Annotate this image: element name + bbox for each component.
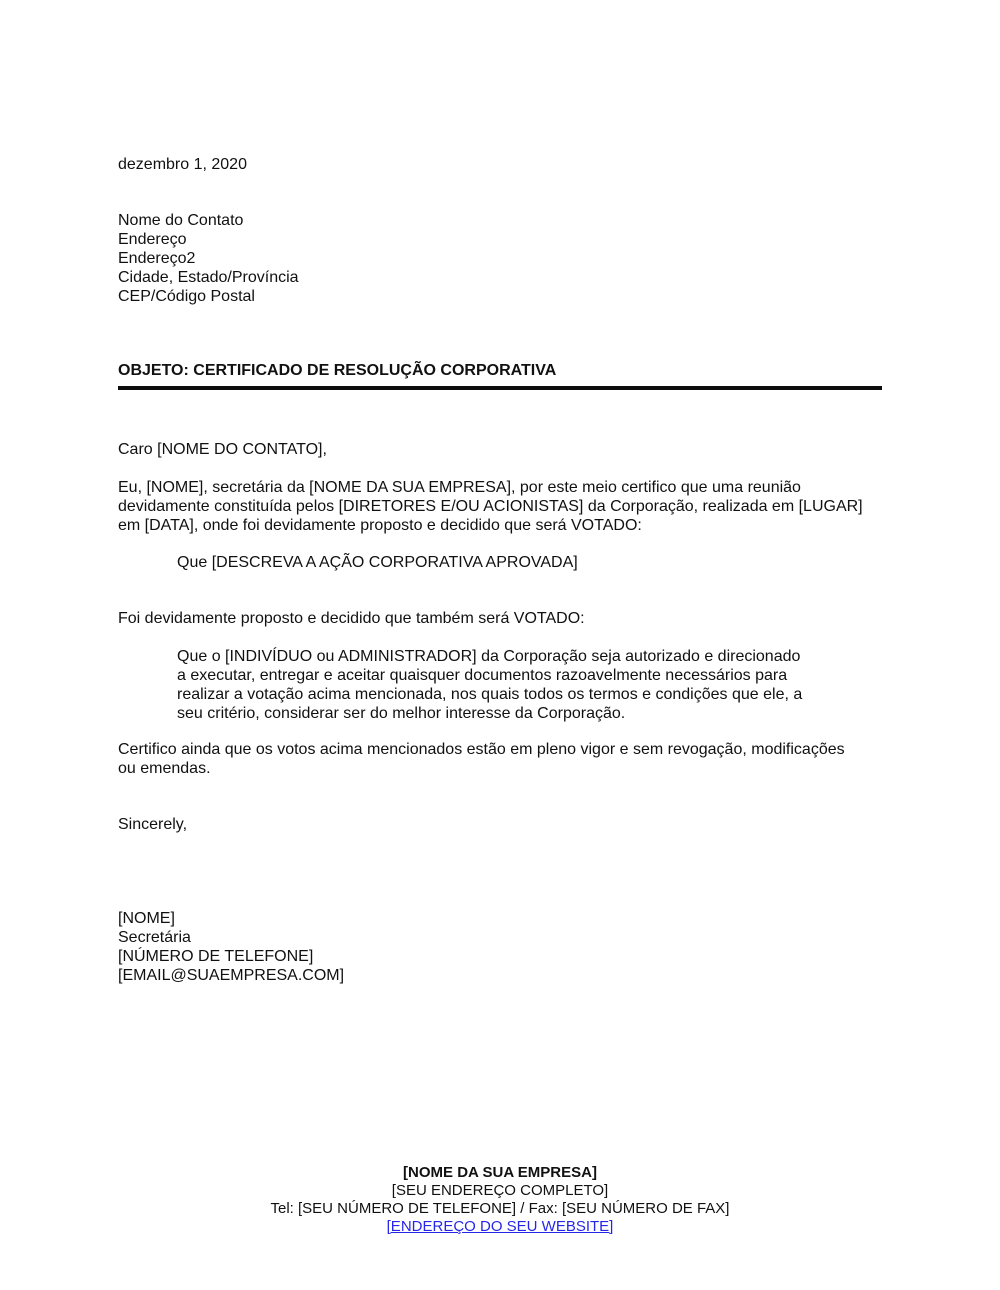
signature-block: [118, 909, 344, 985]
resolution-line: a executar, entregar e aceitar quaisquer documentos razoavelmente necessários para: [177, 667, 788, 684]
body-paragraph-2: [118, 609, 585, 628]
paragraph-line: Foi devidamente proposto e decidido que também será VOTADO:: [118, 610, 585, 627]
subject-text: OBJETO: CERTIFICADO DE RESOLUÇÃO CORPORATIVA: [118, 362, 557, 379]
subject-line: [118, 361, 556, 380]
resolution-2: [177, 647, 827, 723]
resolution-line: seu critério, considerar ser do melhor interesse da Corporação.: [177, 705, 626, 722]
recipient-name: Nome do Contato: [118, 212, 244, 229]
recipient-city-state: Cidade, Estado/Província: [118, 269, 299, 286]
recipient-address-line-1: Endereço: [118, 231, 187, 248]
paragraph-line: Certifico ainda que os votos acima mencionados estão em pleno vigor e sem revogação, modificações: [118, 741, 845, 758]
date-text: dezembro 1, 2020: [118, 156, 247, 173]
closing-text: Sincerely,: [118, 816, 188, 833]
subject-divider: [118, 386, 882, 390]
resolution-line: realizar a votação acima mencionada, nos quais todos os termos e condições que ele, a: [177, 686, 803, 703]
letter-date: [118, 155, 247, 174]
salutation-text: Caro [NOME DO CONTATO],: [118, 441, 327, 458]
footer-website-link[interactable]: [ENDEREÇO DO SEU WEBSITE]: [386, 1218, 614, 1235]
resolution-1: [177, 553, 578, 572]
body-paragraph-1: [118, 478, 884, 535]
recipient-postal-code: CEP/Código Postal: [118, 288, 255, 305]
resolution-text: Que [DESCREVA A AÇÃO CORPORATIVA APROVADA]: [177, 554, 578, 571]
recipient-address-block: [118, 211, 299, 306]
footer-contact: Tel: [SEU NÚMERO DE TELEFONE] / Fax: [SEU NÚMERO DE FAX]: [270, 1200, 730, 1217]
signer-name: [NOME]: [118, 910, 175, 927]
signer-phone: [NÚMERO DE TELEFONE]: [118, 948, 314, 965]
footer-address: [SEU ENDEREÇO COMPLETO]: [391, 1182, 609, 1199]
resolution-line: Que o [INDIVÍDUO ou ADMINISTRADOR] da Corporação seja autorizado e direcionado: [177, 648, 801, 665]
footer-company-name: [NOME DA SUA EMPRESA]: [403, 1164, 597, 1181]
recipient-address-line-2: Endereço2: [118, 250, 196, 267]
body-paragraph-3: [118, 740, 884, 778]
signer-title: Secretária: [118, 929, 191, 946]
closing: [118, 815, 187, 834]
paragraph-line: em [DATA], onde foi devidamente proposto e decidido que será VOTADO:: [118, 517, 642, 534]
letterhead-footer: [0, 1164, 1000, 1236]
signer-email: [EMAIL@SUAEMPRESA.COM]: [118, 967, 345, 984]
paragraph-line: Eu, [NOME], secretária da [NOME DA SUA EMPRESA], por este meio certifico que uma reunião: [118, 479, 801, 496]
paragraph-line: ou emendas.: [118, 760, 211, 777]
salutation: [118, 440, 327, 459]
paragraph-line: devidamente constituída pelos [DIRETORES E/OU ACIONISTAS] da Corporação, realizada em [LUGAR]: [118, 498, 863, 515]
